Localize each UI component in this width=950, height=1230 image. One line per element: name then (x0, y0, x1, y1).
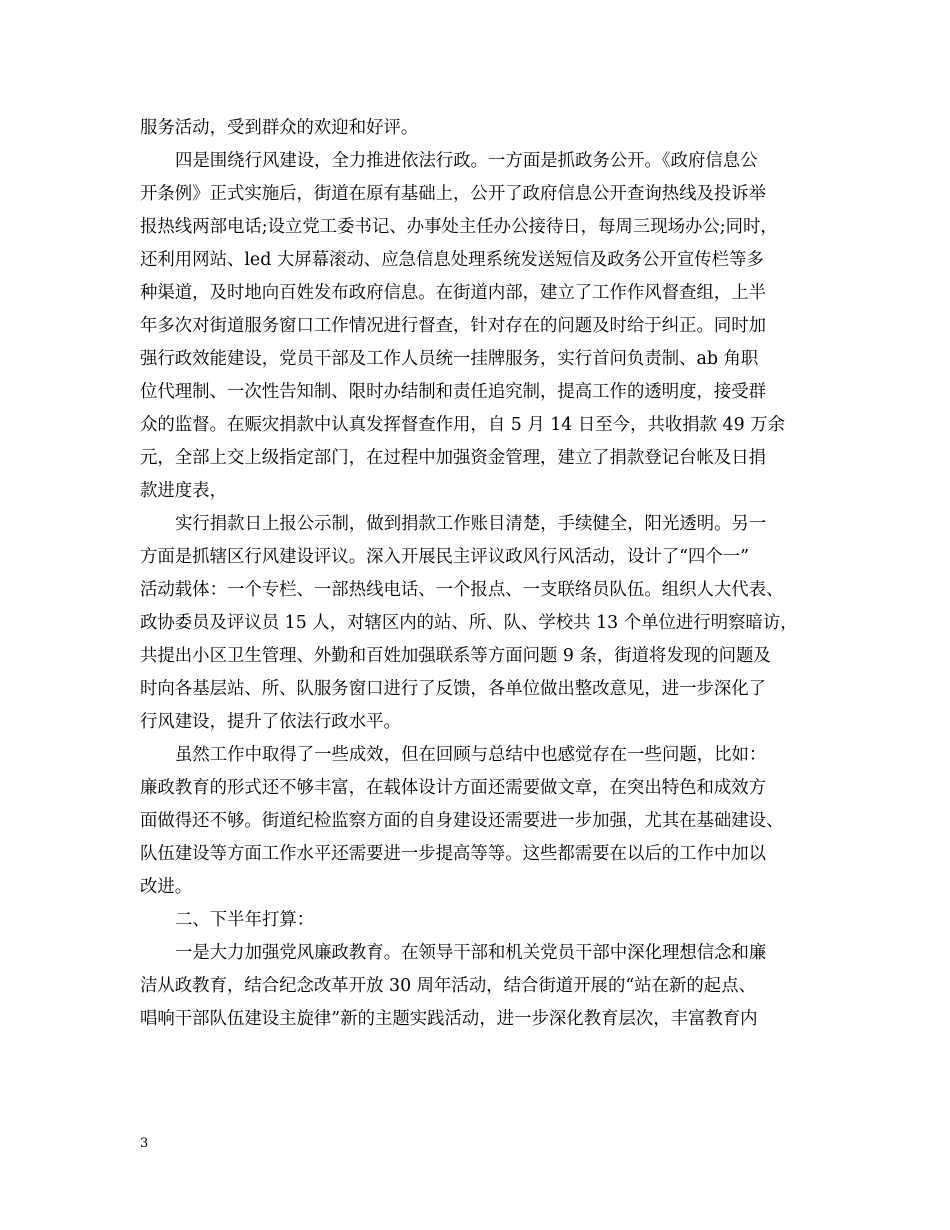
section-heading: 二、下半年打算： (175, 910, 315, 930)
paragraph-line: 方面是抓辖区行风建设评议。深入开展民主评议政风行风活动，设计了“四个一” (140, 547, 750, 567)
paragraph-line: 虽然工作中取得了一些成效，但在回顾与总结中也感觉存在一些问题，比如： (175, 745, 767, 765)
paragraph-line: 行风建设，提升了依法行政水平。 (140, 712, 401, 732)
paragraph-line: 洁从政教育，结合纪念改革开放 30 周年活动，结合街道开展的“站在新的起点、 (140, 976, 756, 996)
paragraph-line: 共提出小区卫生管理、外勤和百姓加强联系等方面问题 9 条，街道将发现的问题及 (140, 646, 771, 666)
paragraph-line: 时向各基层站、所、队服务窗口进行了反馈，各单位做出整改意见，进一步深化了 (140, 679, 767, 699)
paragraph-line: 服务活动，受到群众的欢迎和好评。 (140, 118, 419, 138)
paragraph-line: 改进。 (140, 877, 193, 897)
paragraph-line: 元，全部上交上级指定部门，在过程中加强资金管理，建立了捐款登记台帐及日捐 (140, 448, 767, 468)
document-body (140, 112, 818, 1036)
paragraph-line: 报热线两部电话;设立党工委书记、办事处主任办公接待日，每周三现场办公;同时， (140, 217, 778, 237)
paragraph-line: 队伍建设等方面工作水平还需要进一步提高等等。这些都需要在以后的工作中加以 (140, 844, 767, 864)
paragraph-line: 唱响干部队伍建设主旋律”新的主题实践活动，进一步深化教育层次，丰富教育内 (140, 1009, 758, 1029)
paragraph-line: 强行政效能建设，党员干部及工作人员统一挂牌服务，实行首问负责制、ab 角职 (140, 349, 759, 369)
paragraph-line: 廉政教育的形式还不够丰富，在载体设计方面还需要做文章，在突出特色和成效方 (140, 778, 767, 798)
paragraph-line: 种渠道，及时地向百姓发布政府信息。在街道内部，建立了工作作风督查组，上半 (140, 283, 767, 303)
page-number: 3 (140, 1136, 149, 1151)
paragraph-line: 四是围绕行风建设，全力推进依法行政。一方面是抓政务公开。《政府信息公 (175, 151, 758, 171)
paragraph-line: 年多次对街道服务窗口工作情况进行督查，针对存在的问题及时给于纠正。同时加 (140, 316, 767, 336)
paragraph-line: 一是大力加强党风廉政教育。在领导干部和机关党员干部中深化理想信念和廉 (175, 943, 767, 963)
paragraph-line: 开条例》正式实施后，街道在原有基础上，公开了政府信息公开查询热线及投诉举 (140, 184, 767, 204)
paragraph-line: 活动载体：一个专栏、一部热线电话、一个报点、一支联络员队伍。组织人大代表、 (140, 580, 784, 600)
paragraph-line: 实行捐款日上报公示制，做到捐款工作账目清楚，手续健全，阳光透明。另一 (175, 514, 767, 534)
paragraph-line: 款进度表， (140, 481, 227, 501)
paragraph-line: 位代理制、一次性告知制、限时办结制和责任追究制，提高工作的透明度，接受群 (140, 382, 767, 402)
paragraph-line: 还利用网站、led 大屏幕滚动、应急信息处理系统发送短信及政务公开宣传栏等多 (140, 250, 764, 270)
paragraph-line: 众的监督。在赈灾捐款中认真发挥督查作用，自 5 月 14 日至今，共收捐款 49 万余 (140, 415, 785, 435)
paragraph-line: 面做得还不够。街道纪检监察方面的自身建设还需要进一步加强，尤其在基础建设、 (140, 811, 784, 831)
paragraph-line: 政协委员及评议员 15 人，对辖区内的站、所、队、学校共 13 个单位进行明察暗访， (140, 613, 798, 633)
